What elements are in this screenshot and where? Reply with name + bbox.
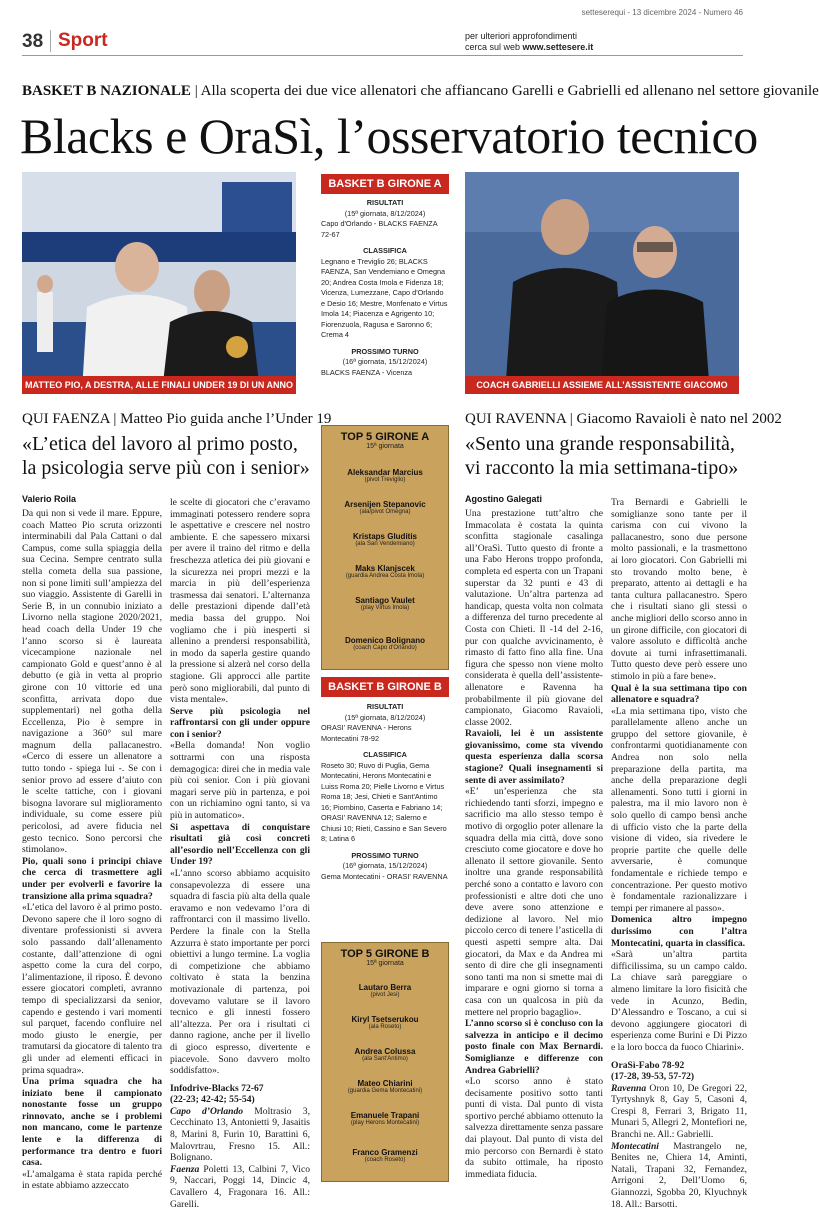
kicker-label: BASKET B NAZIONALE xyxy=(22,83,191,99)
photo-right-caption: COACH GABRIELLI ASSIEME ALL’ASSISTENTE GIACOMO RAVAIOLI xyxy=(465,376,739,394)
section-title: Sport xyxy=(58,30,108,51)
header-info xyxy=(465,31,593,53)
player-role: (pivot Treviglio) xyxy=(364,477,406,483)
results-heading: RISULTATI xyxy=(366,198,404,207)
top5-b-court xyxy=(321,942,449,1182)
publication-line: setteserequi - 13 dicembre 2024 - Numero 46 xyxy=(581,8,743,17)
left-section-kicker: QUI FAENZA | Matteo Pio guida anche l’Under 19 xyxy=(22,411,332,427)
tab-team: Capo d’Orlando xyxy=(170,1105,244,1117)
photo-right-image xyxy=(465,172,739,394)
left-kicker-text: Matteo Pio guida anche l’Under 19 xyxy=(120,411,332,427)
question: Si aspettava di conquistare risultati già così concreti all’esordio nell’Eccellenza con gli Under 19? xyxy=(170,821,310,868)
girone-b-box xyxy=(321,702,449,882)
photo-left xyxy=(22,172,296,408)
next-round: (16ª giornata, 15/12/2024) xyxy=(342,357,428,366)
player-role: (guardia Andrea Costa Imola) xyxy=(345,573,425,579)
left-article-col1 xyxy=(22,508,162,1192)
player-role: (ala Roseto) xyxy=(368,1024,402,1030)
player-card xyxy=(322,596,448,611)
player-card xyxy=(322,1015,448,1030)
next-heading: PROSSIMO TURNO xyxy=(351,850,419,860)
paragraph: le scelte di giocatori che c’eravamo immaginati potessero rendere sopra le aspettative e crescere nel nostro ambiente. E che sapessero mixarsi per avere il traino del ritmo e della freschezza atletica dei più giovani e la sicurezza nei propri mezzi e la marcia in più dell’esperienza trasmessa dai senatori. L’alternanza delle prestazioni dipende dall’età media bassa del gruppo. Noi vogliamo che i più inesperti si allenino a prendersi responsabilità, in modo da saperla gestire quando la pressione si alzerà nel corso della stagione. Gli approcci alle partite però sono migliorabili, dal punto di vista mentale». xyxy=(170,497,310,706)
player-name: Emanuele Trapani xyxy=(350,1111,420,1120)
player-name: Kiryl Tsetserukou xyxy=(351,1015,419,1024)
right-section-kicker: QUI RAVENNA | Giacomo Ravaioli è nato nel 2002 xyxy=(465,411,782,427)
page-number: 38 xyxy=(22,31,44,52)
tab-team: Ravenna xyxy=(611,1082,647,1094)
classifica-text: Roseto 30; Ruvo di Puglia, Gema Montecatini, Herons Montecatini e Luiss Roma 20; Pielle Livorno e Virtus Roma 18; Jesi, Chieti e Sant'Antimo 16; Piombino, Caserta e Fabriano 14; ORASI' RAVENNA 12; Salerno e Chiusi 10; Rieti, Cassino e San Severo 8; Latina 6 xyxy=(321,760,447,843)
tab-quarters: (17-28, 39-53, 57-72) xyxy=(611,1071,695,1083)
top5-b-round: 15ª giornata xyxy=(366,960,404,967)
player-card xyxy=(322,500,448,515)
left-author: Valerio Roila xyxy=(22,494,77,504)
right-article-col2 xyxy=(611,497,747,1210)
player-role: (coach Roseto) xyxy=(364,1157,406,1163)
tab-lineup: Moltrasio 3, Cecchinato 13, Antonietti 9, Jasaitis 8, Marini 8, Furin 10, Barattini 6, Malovrtrau, Fresno 15. All.: Bolignano. xyxy=(170,1105,310,1164)
player-role: (ala Sant'Antimo) xyxy=(362,1056,408,1062)
top5-a-round: 15ª giornata xyxy=(366,443,404,450)
player-card xyxy=(322,1111,448,1126)
player-card xyxy=(322,564,448,579)
results-round: (15ª giornata, 8/12/2024) xyxy=(344,712,426,722)
player-card xyxy=(322,1148,448,1163)
player-role: (guardia Gema Montecatini) xyxy=(347,1088,423,1094)
main-kicker: BASKET B NAZIONALE | Alla scoperta dei due vice allenatori che affiancano Garelli e Gabrielli ed allenano nel settore giovanile xyxy=(22,83,819,99)
player-card xyxy=(322,532,448,547)
classifica-heading: CLASSIFICA xyxy=(363,246,407,255)
top5-a-title: TOP 5 GIRONE A xyxy=(340,431,430,443)
results-round: (15ª giornata, 8/12/2024) xyxy=(344,208,426,218)
photo-left-image xyxy=(22,172,296,394)
player-card xyxy=(322,1047,448,1062)
right-article-col1 xyxy=(465,508,603,1184)
classifica-heading: CLASSIFICA xyxy=(363,750,407,759)
player-name: Arsenijen Stepanovic xyxy=(344,500,426,509)
next-text: BLACKS FAENZA - Vicenza xyxy=(321,367,413,377)
player-name: Aleksandar Marcius xyxy=(347,468,423,477)
girone-a-box xyxy=(321,198,449,378)
girone-a-title: BASKET B GIRONE A xyxy=(321,174,449,194)
header-divider xyxy=(50,30,51,52)
player-role: (play Herons Montecatini) xyxy=(350,1120,420,1126)
player-card xyxy=(322,1079,448,1094)
tab-lineup: Oron 10, De Gregori 22, Tyrtyshnyk 8, Gay 5, Casoni 4, Crespi 8, Ferrari 3, Brigato 11, Munari 5, Allegri 2, Montefiori ne, Branchi ne. All.: Gabrielli. xyxy=(611,1082,747,1141)
player-name: Domenico Bolignano xyxy=(345,636,425,645)
results-heading: RISULTATI xyxy=(366,702,404,711)
next-round: (16ª giornata, 15/12/2024) xyxy=(342,861,428,870)
photo-left-caption: MATTEO PIO, A DESTRA, ALLE FINALI UNDER 19 DI UN ANNO FA xyxy=(22,376,296,394)
question: Serve più psicologia nel raffrontarsi con gli under oppure con i senior? xyxy=(170,705,310,740)
player-role: (coach Capo d'Orlando) xyxy=(353,645,417,651)
paragraph: «L’etica del lavoro è al primo posto. Devono sapere che il loro sogno di diventare professionisti si avvera solo passando dall’allenamento costante, dall’attenzione di ogni aspetto come la cura del corpo, l’alimentazione, il riposo. È devono essere giocatori completi, avranno tempo di specializzarsi da senior, capendo e gestendo i vari momenti sul parquet, facendo confluire nel modo giusto le energie, per tramutarsi da giocatore di talento tra gli under ad elementi efficaci in prima squadra». xyxy=(22,902,162,1076)
top5-b-title: TOP 5 GIRONE B xyxy=(340,948,430,960)
question: Ravaioli, lei è un assistente giovanissimo, come sta vivendo questa esperienza dalla scorsa stagione? Quali insegnamenti si sente di aver assimilato? xyxy=(465,728,603,786)
player-card xyxy=(322,983,448,998)
top5-a-court xyxy=(321,425,449,670)
question: L’anno scorso si è concluso con la salvezza in anticipo e il decimo posto finale con Max Bernardi. Somiglianze e differenze con Andrea Gabrielli? xyxy=(465,1018,603,1076)
classifica-text: Legnano e Treviglio 26; BLACKS FAENZA, San Vendemiano e Omegna 20; Andrea Costa Imola e Fidenza 18; Vicenza, Lumezzane, Capo d'Orlando e Desio 16; Mestre, Monfenato e Virtus Imola 14; Piacenza e Agrigento 10; Fiorenzuola, Ragusa e Saronno 6; Crema 4 xyxy=(321,256,448,339)
paragraph: Da qui non si vede il mare. Eppure, coach Matteo Pio scruta orizzonti interminabili dal Pala Cattani o dal Campus, come sulla spiaggia della sua Cecina. Sempre centrato sulla stella cometa della sua passione, non si pone limiti sull’ampiezza del suo viaggio. Assistente di Garelli in Serie B, in un connubio iniziato a Livorno nella stagione 2020/2021, head coach della Under 19 che l’anno scorso si è laureata vicecampione nazionale nel campionato Gold e quest’anno è al debutto (e già in vetta al proprio girone con 10 vittorie ed una sconfitta, arrivata dopo due supplementari) nel gotha della Eccellenza, Pio è sempre in navigazione a 360° sul mare magnum della pallacanestro. «Cerco di essere un allenatore a tutto tondo - spiega lui -. Se con i senior provo ad essere d’aiuto con le scelte tattiche, con i giovani bisogna lavorare sul miglioramento individuale, su come essere più pericolosi, ad avere fiducia nel gesto tecnico. Sono percorsi che stimolano». xyxy=(22,508,162,856)
right-kicker-label: QUI RAVENNA xyxy=(465,411,566,427)
player-role: (ala San Vendemiano) xyxy=(355,541,415,547)
right-quote-headline: «Sento una grande responsabilità, vi racconto la mia settimana-tipo» xyxy=(465,433,739,479)
player-role: (pivot Jesi) xyxy=(370,992,400,998)
girone-b-title: BASKET B GIRONE B xyxy=(321,677,449,697)
player-card xyxy=(322,636,448,651)
tab-team: Montecatini xyxy=(611,1140,659,1152)
info-line: per ulteriori approfondimenti xyxy=(465,31,578,41)
player-name: Kristaps Gluditis xyxy=(352,532,417,541)
website-link[interactable]: www.settesere.it xyxy=(522,42,594,52)
left-article-col2 xyxy=(170,497,310,1210)
question: Una prima squadra che ha iniziato bene il campionato nonostante fosse un gruppo rinnovato, anche se i problemi non mancano, come le partenze lente e la differenza di performance tra dentro e fuori casa. xyxy=(22,1076,162,1169)
tab-lineup: Mastrangelo ne, Benites ne, Chiera 14, Aminti, Natali, Trapani 32, Fernandez, Arrigoni 2, Dell’Uomo 6, Giannozzi, Sgobba 20, Klyuchnyk 18. All.: Barsotti. xyxy=(611,1140,747,1210)
paragraph: «L’anno scorso abbiamo acquisito consapevolezza di essere una squadra di fascia più alta della quale eravamo e non vedevamo l’ora di raffrontarci con il massimo livello. Perdere la finale con la Stella Azzurra è stato importante per porci obiettivi a lungo termine. La voglia di competizione che abbiamo coltivato è stata la benzina motivazionale di partenza, poi dovevamo valutare se il lavoro tecnico e gli innesti fossero all’altezza. Per ora i risultati ci danno ragione, anche per il livello di gioco espresso, divertente e piacevole. Sono davvero molto soddisfatto». xyxy=(170,868,310,1077)
tab-team: Faenza xyxy=(170,1163,200,1175)
paragraph: «Lo scorso anno è stato decisamente positivo sotto tanti punti di vista. Dal punto di vista sportivo perché abbiamo ottenuto la salvezza direttamente senza passare dai playout. Dal punto di vista del mio percorso con Bernardi è stato da subito ottimale, ha riposto immediata fiducia. xyxy=(465,1076,604,1180)
right-kicker-text: Giacomo Ravaioli è nato nel 2002 xyxy=(576,411,782,427)
question: Domenica altro impegno durissimo con l’altra Montecatini, quarta in classifica. xyxy=(611,914,747,949)
next-text: Gema Montecatini - ORASI' RAVENNA xyxy=(321,871,448,881)
main-headline: Blacks e OraSì, l’osservatorio tecnico xyxy=(20,108,758,164)
kicker-text: Alla scoperta dei due vice allenatori che affiancano Garelli e Gabrielli ed allenano nel settore giovanile xyxy=(200,83,819,99)
paragraph: Tra Bernardi e Gabrielli le somiglianze sono tante per il carisma con cui vivono la pallacanestro, sono due persone molto passionali, e la trasmettono ai loro giocatori. Con Gabrielli mi sto trovando molto bene, è preparato, attento ai dettagli e ha tanta cultura pallacanestro. Spero che i risultati siano gli stessi o anche migliori dello scorso anno in un girone difficile, con giocatori di valore assoluto e difficoltà anche dovute ai turni infrasettimanali. Tutto questo deve però essere uno stimolo in più a fare bene». xyxy=(611,497,747,682)
paragraph: Una prestazione tutt’altro che Immacolata è costata la quinta sconfitta stagionale casalinga all’OraSì. Tutto questo di fronte a una Fabo Herons troppo profonda, completa ed esperta con un Trapani superstar da 32 punti e 43 di valutazione. Un’altra partenza ad handicap, questa volta non colmata a differenza del turno precedente al Costa con Chieti. Il -14 del 2-16, pur con qualche avvicinamento, è rimasto di fatto fino alla fine. Una figura che spesso non viene molto considerata è quella dell’assistente-allenatore e Ravenna ha probabilmente il più giovane del campionato, Giacomo Ravaioli, classe 2002. xyxy=(465,508,603,728)
player-role: (play Virtus Imola) xyxy=(360,605,410,611)
info-line-url xyxy=(465,42,593,53)
player-card xyxy=(322,468,448,483)
left-quote-headline: «L’etica del lavoro al primo posto, la psicologia serve più con i senior» xyxy=(22,433,310,479)
left-kicker-label: QUI FAENZA xyxy=(22,411,110,427)
tab-title: OraSì-Fabo 78-92 xyxy=(611,1059,685,1071)
results-text: ORASI' RAVENNA - Herons Montecatini 78-92 xyxy=(321,723,412,743)
player-role: (ala/pivot Omegna) xyxy=(359,509,411,515)
player-name: Santiago Vaulet xyxy=(355,596,415,605)
question: Pio, quali sono i principi chiave che cerca di trasmettere agli under per evolverli e favorire la transizione alla prima squadra? xyxy=(22,855,162,902)
player-name: Franco Gramenzi xyxy=(352,1148,418,1157)
header-rule xyxy=(22,55,743,56)
paragraph: «Bella domanda! Non voglio sottrarmi con una risposta demagogica: direi che in media vale più coi senior. Con i più giovani magari serve più in partenza, e poi con un richiamino ogni tanto, si va più in automatico». xyxy=(170,740,310,822)
player-name: Lautaro Berra xyxy=(358,983,412,992)
paragraph: «La mia settimana tipo, visto che parallelamente alleno anche un gruppo del settore giovanile, è confrontarmi quotidianamente con Andrea non solo nella preparazione della partita, ma anche della preparazione degli allenamenti. Sono tutti i giorni in palestra, ma il mio lavoro non è solo quello di campo bensì anche di ufficio visto che la parte della visione di video, sia rivedere le proprie partite che quelle delle avversarie, è comunque fondamentale e richiede tempo e concentrazione. Per questo motivo è fondamentale razionalizzare i tempi per rimanere al passo». xyxy=(611,705,747,914)
paragraph: «E’ un’esperienza che sta richiedendo tanti sforzi, impegno e sacrificio ma allo stesso tempo è motivo di orgoglio poter allenare la squadra della mia città, dove sono cresciuto come giocatore e dove ho allenato il settore giovanile. Sento inoltre una grande responsabilità perché sono a contatto e lavoro con professionisti e altre doti che uno deve avere sono attenzione e dedizione al lavoro. Nel mio piccolo cerco di tenere l’asticella di questi aspetti sempre alta. Dai giocatori, da Max e da Andrea mi sento di dire che gli insegnamenti sono tanti ma non si smette mai di imparare e ogni giorno si torna a casa con un qualcosa in più da mettere nel proprio bagaglio». xyxy=(465,786,603,1018)
photo-right xyxy=(465,172,739,408)
next-heading: PROSSIMO TURNO xyxy=(351,346,419,356)
right-author: Agostino Galegati xyxy=(465,494,543,504)
results-text: Capo d'Orlando - BLACKS FAENZA 72-67 xyxy=(321,219,438,239)
player-name: Mateo Chiarini xyxy=(357,1079,413,1088)
player-name: Maks Klanjscek xyxy=(355,564,415,573)
tab-lineup: Poletti 13, Calbini 7, Vico 9, Naccari, Poggi 14, Dincic 4, Cavallero 4, Fragonara 16. All.: Garelli. xyxy=(170,1163,310,1210)
info-text: cerca sul web xyxy=(465,42,521,52)
paragraph: «L’amalgama è stata rapida perché in estate abbiamo azzeccato xyxy=(22,1168,162,1192)
tab-title: Infodrive-Blacks 72-67 xyxy=(170,1082,264,1094)
tab-quarters: (22-23; 42-42; 55-54) xyxy=(170,1094,255,1106)
paragraph: «Sarà un’altra partita difficilissima, su un campo caldo. La chiave sarà pareggiare o almeno limitare la loro fisicità che vede in Acunzo, Bedin, D’Alessandro e Toscano, a cui si devono aggiungere giocatori di esperienza come Burini e Di Pizzo e la loro bocca da fuoco Chiarini». xyxy=(611,949,747,1053)
player-name: Andrea Colussa xyxy=(354,1047,416,1056)
question: Qual è la sua settimana tipo con allenatore e squadra? xyxy=(611,682,747,706)
